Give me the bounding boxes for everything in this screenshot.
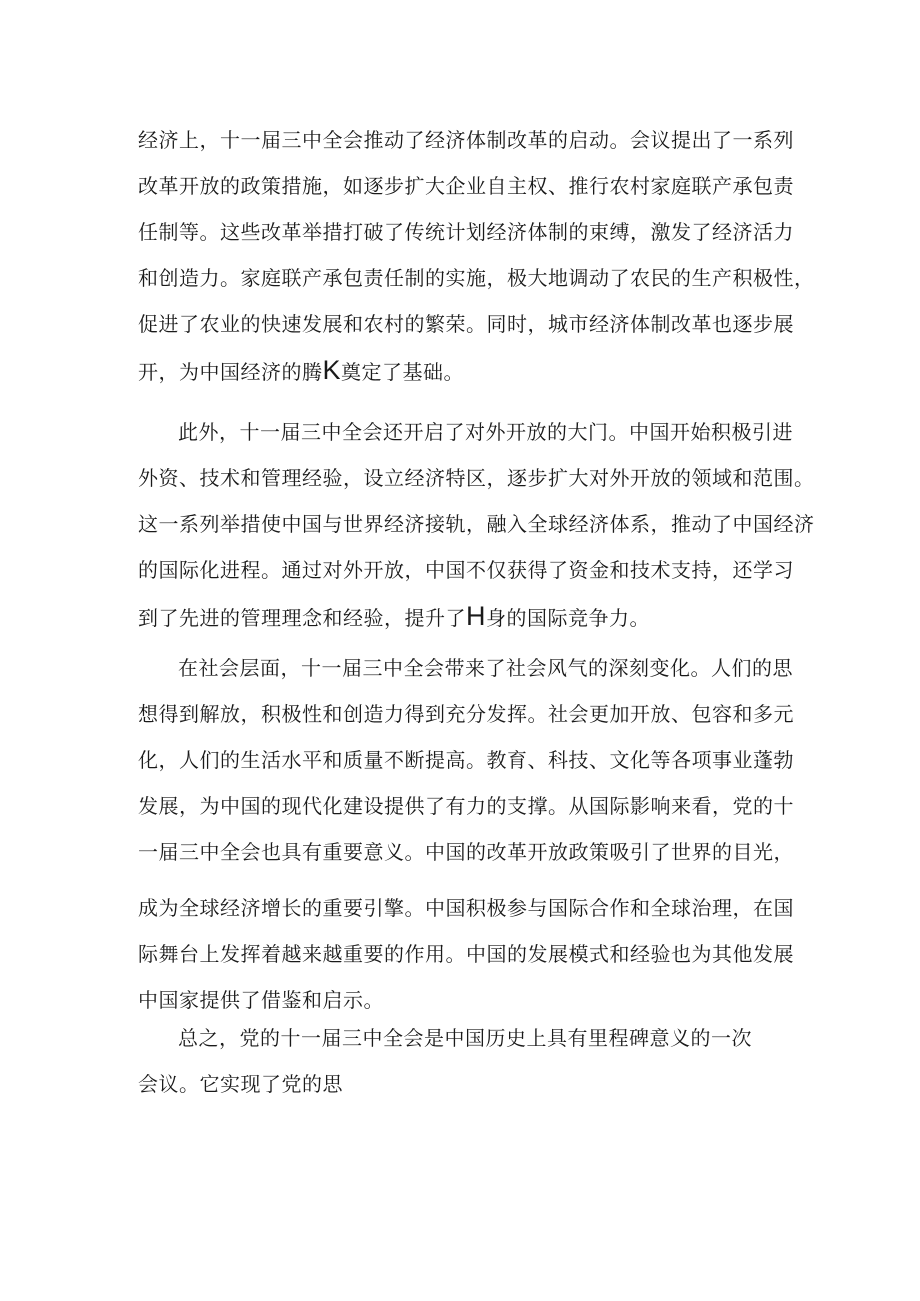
text-segment: 奠定了基础。 [341, 360, 465, 384]
text-line: 任制等。这些改革举措打破了传统计划经济体制的束缚，激发了经济活力 [138, 220, 794, 244]
text-line: 外资、技术和管理经验，设立经济特区，逐步扩大对外开放的领域和范围。 [138, 466, 815, 490]
text-segment: 身的国际竞争力。 [486, 606, 650, 630]
text-line: 总之，党的十一届三中全会是中国历史上具有里程碑意义的一次 [178, 1026, 752, 1050]
glyph-large: K [322, 355, 342, 385]
text-line: 想得到解放，积极性和创造力得到充分发挥。社会更加开放、包容和多元 [138, 702, 794, 726]
text-line: 促进了农业的快速发展和农村的繁荣。同时，城市经济体制改革也逐步展 [138, 312, 794, 336]
text-line: 的国际化进程。通过对外开放，中国不仅获得了资金和技术支持，还学习 [138, 558, 794, 582]
text-line [138, 601, 920, 631]
text-line: 和创造力。家庭联产承包责任制的实施，极大地调动了农民的生产积极性， [138, 266, 815, 290]
text-line: 这一系列举措使中国与世界经济接轨，融入全球经济体系，推动了中国经济 [138, 512, 815, 536]
text-line: 际舞台上发挥着越来越重要的作用。中国的发展模式和经验也为其他发展 [138, 942, 794, 966]
text-line: 发展，为中国的现代化建设提供了有力的支撑。从国际影响来看，党的十 [138, 794, 794, 818]
glyph-large: H [466, 601, 486, 631]
text-line: 成为全球经济增长的重要引擎。中国积极参与国际合作和全球治理，在国 [138, 896, 794, 920]
text-line: 在社会层面，十一届三中全会带来了社会风气的深刻变化。人们的思 [178, 656, 793, 680]
text-segment: 到了先进的管理理念和经验，提升了 [138, 606, 466, 630]
text-line: 此外，十一届三中全会还开启了对外开放的大门。中国开始积极引进 [178, 420, 793, 444]
text-line: 改革开放的政策措施，如逐步扩大企业自主权、推行农村家庭联产承包责 [138, 174, 794, 198]
text-line: 经济上，十一届三中全会推动了经济体制改革的启动。会议提出了一系列 [138, 128, 794, 152]
text-line: 中国家提供了借鉴和启示。 [138, 988, 384, 1012]
text-line: 一届三中全会也具有重要意义。中国的改革开放政策吸引了世界的目光， [138, 840, 794, 864]
text-line: 会议。它实现了党的思 [138, 1072, 343, 1096]
text-segment: 开，为中国经济的腾 [138, 360, 323, 384]
text-line [138, 355, 920, 385]
text-line: 化，人们的生活水平和质量不断提高。教育、科技、文化等各项事业蓬勃 [138, 748, 794, 772]
